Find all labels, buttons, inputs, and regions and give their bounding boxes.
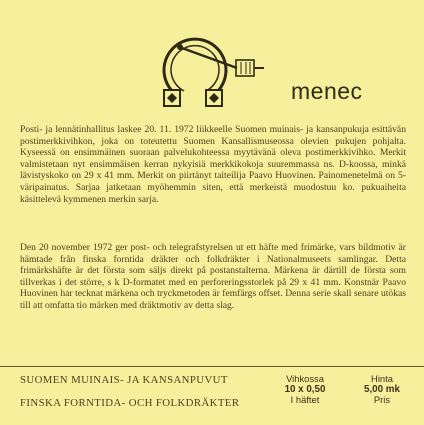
booklet-contents-label-sv: I häftet <box>290 394 320 405</box>
booklet-contents-column <box>280 374 330 406</box>
footer-divider <box>0 366 424 367</box>
booklet-contents-value: 10 x 0,50 <box>284 383 326 395</box>
swedish-paragraph: Den 20 november 1972 ger post- och telegrafstyrelsen ut ett häfte med frimärke, vars bildmotiv är hämtade från finska forntida dräkter och folkdräkter i Nationalmuseets samlingar. Detta frimärkshäfte är det första som säljs direkt på postanstalterna. Märkena är därtill de första som tillverkas i det större, s k D-formatet med en perforeringsstorlek på 29 x 41 mm. Konstnär Paavo Huovinen har tecknat märkena och tryckmetoden är femfärgs offset. Denna serie skall senare utökas till att omfatta tio märken med dräktmotiv av detta slag. <box>20 242 406 311</box>
penannular-brooch-icon <box>150 20 266 116</box>
price-label-fi: Hinta <box>371 373 393 384</box>
price-label-sv: Pris <box>373 394 391 405</box>
finnish-paragraph: Posti- ja lennätinhallitus laskee 20. 11. 1972 liikkeelle Suomen muinais- ja kansanpukuja esittävän postimerkkivihkon, joka on toteutettu Suomen Kansallismuseossa olevien pukujen pohjalta. Kyseessä on ensimmäinen suoraan palvelukohteessa myytävänä oleva postimerkkivihko. Merkit valmistetaan nyt ensimmäisen kerran nykyisiä merkkikokoja suuremmassa ns. D-koossa, minkä lävistyskoko on 29 x 41 mm. Merkit on piirtänyt taiteilija Paavo Huovinen. Painomenetelmä on 5-väripainatus. Sarjaa jatketaan myöhemmin siten, että merkeistä muodostuu ko. pukuaiheita käsittelevä kymmenen merkin sarja. <box>20 124 406 205</box>
price-column <box>360 374 404 406</box>
footer-title-finnish: SUOMEN MUINAIS- JA KANSANPUVUT <box>20 374 228 386</box>
brand-logo-text: menec <box>291 78 363 104</box>
footer-title-swedish: FINSKA FORNTIDA- OCH FOLKDRÄKTER <box>20 397 240 409</box>
booklet-contents-label-fi: Vihkossa <box>286 373 324 384</box>
price-value: 5,00 mk <box>364 383 400 395</box>
